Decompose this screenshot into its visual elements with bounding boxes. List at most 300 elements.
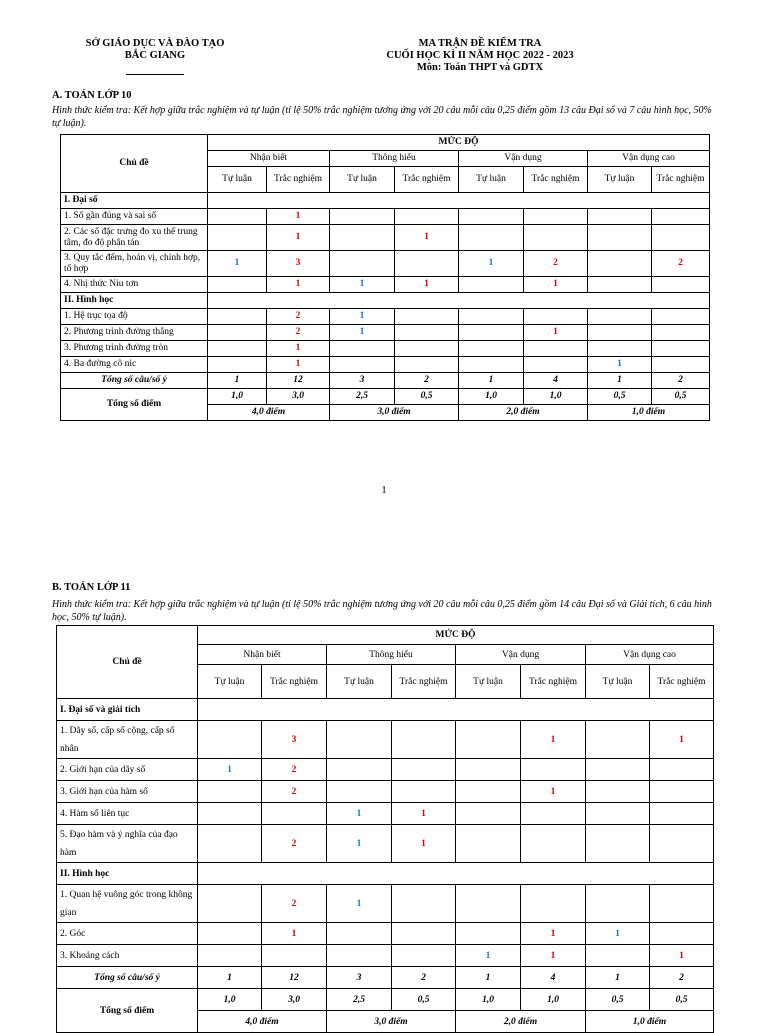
section-b-title: B. TOÁN LỚP 11 <box>52 582 131 593</box>
count-value: 1 <box>550 734 556 745</box>
level-points-value: 4,0 điểm <box>198 1011 327 1033</box>
mc-count-cell <box>262 759 327 781</box>
mc-count-cell <box>392 781 456 803</box>
topic-row <box>61 309 710 325</box>
mc-count-cell <box>395 325 459 341</box>
topic-label: 1. Quan hệ vuông góc trong không gian <box>57 885 198 923</box>
essay-count-cell <box>588 309 652 325</box>
mc-count-cell <box>524 209 588 225</box>
total-points-value: 0,5 <box>392 989 456 1011</box>
essay-count-cell <box>327 825 392 863</box>
total-points-value: 3,0 <box>262 989 327 1011</box>
topic-row <box>57 885 714 923</box>
total-questions-value: 2 <box>650 967 714 989</box>
essay-count-cell <box>588 251 652 277</box>
document-header <box>350 38 610 74</box>
topic-group-label: II. Hình học <box>57 863 198 885</box>
count-value: 1 <box>488 258 494 268</box>
count-value: 1 <box>291 928 297 939</box>
total-questions-value: 4 <box>524 373 588 389</box>
count-value: 1 <box>295 211 301 221</box>
mc-count-cell <box>650 945 714 967</box>
essay-count-cell <box>330 325 395 341</box>
count-value: 1 <box>295 359 301 369</box>
essay-count-cell <box>588 209 652 225</box>
essay-count-cell <box>459 209 524 225</box>
mc-count-cell <box>392 923 456 945</box>
essay-count-cell <box>456 781 521 803</box>
essay-count-cell <box>586 803 650 825</box>
count-value: 2 <box>291 838 297 849</box>
topic-label: 3. Khoảng cách <box>57 945 198 967</box>
mc-count-cell <box>262 885 327 923</box>
mc-count-cell <box>392 803 456 825</box>
matrix-table-grade-10 <box>60 134 710 421</box>
topic-column-header: Chủ đề <box>57 626 198 699</box>
essay-count-cell <box>456 721 521 759</box>
mc-count-cell <box>262 923 327 945</box>
mc-count-cell <box>652 209 710 225</box>
mc-count-cell <box>392 759 456 781</box>
mc-count-cell <box>650 781 714 803</box>
essay-count-cell <box>588 277 652 293</box>
topic-group-spacer <box>208 193 710 209</box>
level-points-value: 2,0 điểm <box>456 1011 586 1033</box>
topic-row <box>61 225 710 251</box>
level-header: Vận dụng cao <box>586 645 714 665</box>
level-header: Thông hiểu <box>330 151 459 167</box>
level-header: Vận dụng <box>456 645 586 665</box>
topic-group-label: II. Hình học <box>61 293 208 309</box>
essay-count-cell <box>198 803 262 825</box>
total-questions-value: 3 <box>327 967 392 989</box>
count-value: 2 <box>295 311 301 321</box>
topic-row <box>57 721 714 759</box>
mc-count-cell <box>262 721 327 759</box>
essay-count-cell <box>459 251 524 277</box>
topic-label: 2. Phương trình đường thẳng <box>61 325 208 341</box>
topic-group-spacer <box>208 293 710 309</box>
topic-group-label: I. Đại số và giải tích <box>57 699 198 721</box>
essay-count-cell <box>208 325 267 341</box>
mc-count-cell <box>652 341 710 357</box>
topic-label: 4. Hàm số liên tục <box>57 803 198 825</box>
count-value: 2 <box>553 258 558 268</box>
level-points-value: 4,0 điểm <box>208 405 330 421</box>
topic-label: 2. Giới hạn của dãy số <box>57 759 198 781</box>
topic-row <box>57 825 714 863</box>
total-questions-value: 1 <box>456 967 521 989</box>
header-row <box>61 135 710 151</box>
mc-count-cell <box>267 357 330 373</box>
mc-count-cell <box>521 885 586 923</box>
level-header: Nhận biết <box>208 151 330 167</box>
mc-count-cell <box>521 759 586 781</box>
mc-count-cell <box>267 325 330 341</box>
essay-count-cell <box>198 923 262 945</box>
essay-count-cell <box>330 309 395 325</box>
mc-count-cell <box>262 945 327 967</box>
essay-count-cell <box>208 209 267 225</box>
topic-group-label: I. Đại số <box>61 193 208 209</box>
essay-count-cell <box>459 309 524 325</box>
count-value: 2 <box>291 764 297 775</box>
total-questions-value: 4 <box>521 967 586 989</box>
section-a-title: A. TOÁN LỚP 10 <box>52 90 132 101</box>
count-value: 1 <box>295 232 301 242</box>
essay-count-cell <box>198 825 262 863</box>
essay-count-cell <box>459 225 524 251</box>
essay-count-cell <box>198 781 262 803</box>
mc-count-cell <box>524 341 588 357</box>
level-points-value: 1,0 điểm <box>588 405 710 421</box>
level-group-header: MỨC ĐỘ <box>198 626 714 645</box>
count-value: 1 <box>295 279 301 289</box>
total-points-value: 1,0 <box>459 389 524 405</box>
topic-row <box>61 277 710 293</box>
essay-count-cell <box>459 325 524 341</box>
header-divider <box>126 74 184 75</box>
mc-count-cell <box>650 721 714 759</box>
essay-header: Tự luận <box>208 167 267 193</box>
topic-label: 1. Hệ trục tọa độ <box>61 309 208 325</box>
matrix-table-grade-11 <box>56 625 714 1033</box>
province-name: BẮC GIANG <box>124 50 186 61</box>
mc-count-cell <box>392 825 456 863</box>
document-title: MA TRẬN ĐỀ KIỂM TRA <box>418 38 542 49</box>
level-points-value: 2,0 điểm <box>459 405 588 421</box>
essay-header: Tự luận <box>456 665 521 699</box>
count-value: 2 <box>291 898 297 909</box>
topic-row <box>61 209 710 225</box>
mc-count-cell <box>524 325 588 341</box>
total-questions-value: 1 <box>588 373 652 389</box>
mc-count-cell <box>395 309 459 325</box>
essay-count-cell <box>198 885 262 923</box>
count-value: 1 <box>356 898 362 909</box>
count-value: 1 <box>550 950 556 961</box>
count-value: 1 <box>234 258 240 268</box>
count-value: 1 <box>550 786 556 797</box>
mc-count-cell <box>524 251 588 277</box>
count-value: 1 <box>421 808 426 819</box>
essay-count-cell <box>330 341 395 357</box>
total-questions-label: Tổng số câu/số ý <box>61 373 208 389</box>
total-points-value: 0,5 <box>650 989 714 1011</box>
total-questions-value: 1 <box>586 967 650 989</box>
essay-count-cell <box>327 945 392 967</box>
total-questions-value: 12 <box>267 373 330 389</box>
multiple-choice-header: Trắc nghiệm <box>395 167 459 193</box>
count-value: 1 <box>679 734 684 745</box>
topic-label: 3. Phương trình đường tròn <box>61 341 208 357</box>
department-name: SỞ GIÁO DỤC VÀ ĐÀO TẠO <box>85 38 225 49</box>
essay-count-cell <box>198 945 262 967</box>
topic-row <box>57 803 714 825</box>
topic-row <box>57 923 714 945</box>
total-points-value: 0,5 <box>395 389 459 405</box>
count-value: 1 <box>550 928 556 939</box>
count-value: 3 <box>295 258 301 268</box>
mc-count-cell <box>262 781 327 803</box>
total-questions-value: 3 <box>330 373 395 389</box>
total-points-label: Tổng số điểm <box>57 989 198 1033</box>
total-points-row <box>61 389 710 405</box>
total-questions-value: 2 <box>392 967 456 989</box>
essay-count-cell <box>456 803 521 825</box>
essay-header: Tự luận <box>588 167 652 193</box>
count-value: 1 <box>227 764 232 775</box>
count-value: 3 <box>291 734 297 745</box>
topic-row <box>61 341 710 357</box>
section-b-description: Hình thức kiểm tra: Kết hợp giữa trắc nghiệm và tự luận (tỉ lệ 50% trắc nghiệm tương ứng với 20 câu mỗi câu 0,25 điểm gồm 14 câu Đại số và Giải tích, 6 câu hình học, 50% tự luận). <box>52 599 712 623</box>
total-points-value: 1,0 <box>198 989 262 1011</box>
essay-count-cell <box>456 885 521 923</box>
count-value: 1 <box>617 359 622 369</box>
topic-row <box>57 781 714 803</box>
total-points-value: 0,5 <box>652 389 710 405</box>
mc-count-cell <box>652 277 710 293</box>
level-header: Vận dụng cao <box>588 151 710 167</box>
total-points-value: 0,5 <box>586 989 650 1011</box>
mc-count-cell <box>267 251 330 277</box>
topic-group-spacer <box>198 863 714 885</box>
essay-count-cell <box>586 759 650 781</box>
essay-header: Tự luận <box>330 167 395 193</box>
level-points-value: 1,0 điểm <box>586 1011 714 1033</box>
essay-count-cell <box>456 923 521 945</box>
essay-count-cell <box>208 341 267 357</box>
essay-count-cell <box>327 781 392 803</box>
essay-count-cell <box>586 825 650 863</box>
essay-count-cell <box>330 209 395 225</box>
count-value: 1 <box>485 950 491 961</box>
essay-count-cell <box>327 923 392 945</box>
level-group-header: MỨC ĐỘ <box>208 135 710 151</box>
essay-count-cell <box>198 721 262 759</box>
department-header <box>70 38 240 75</box>
essay-count-cell <box>198 759 262 781</box>
mc-count-cell <box>650 923 714 945</box>
count-value: 1 <box>421 838 426 849</box>
level-header: Thông hiểu <box>327 645 456 665</box>
multiple-choice-header: Trắc nghiệm <box>521 665 586 699</box>
essay-count-cell <box>588 325 652 341</box>
essay-count-cell <box>588 357 652 373</box>
topic-group-spacer <box>198 699 714 721</box>
mc-count-cell <box>652 357 710 373</box>
total-points-value: 2,5 <box>330 389 395 405</box>
essay-count-cell <box>208 277 267 293</box>
essay-count-cell <box>586 945 650 967</box>
count-value: 2 <box>291 786 297 797</box>
total-questions-row <box>61 373 710 389</box>
essay-count-cell <box>208 357 267 373</box>
topic-row <box>61 357 710 373</box>
topic-label: 2. Góc <box>57 923 198 945</box>
essay-header: Tự luận <box>459 167 524 193</box>
mc-count-cell <box>262 825 327 863</box>
topic-row <box>57 945 714 967</box>
level-points-value: 3,0 điểm <box>330 405 459 421</box>
total-questions-value: 1 <box>459 373 524 389</box>
topic-row <box>57 759 714 781</box>
total-points-value: 3,0 <box>267 389 330 405</box>
mc-count-cell <box>521 781 586 803</box>
essay-header: Tự luận <box>586 665 650 699</box>
section-a-description: Hình thức kiểm tra: Kết hợp giữa trắc nghiệm và tự luận (tỉ lệ 50% trắc nghiệm tương ứng với 20 câu mỗi câu 0,25 điểm gồm 13 câu Đại số và 7 câu hình học, 50% tự luận). <box>52 105 712 129</box>
mc-count-cell <box>650 803 714 825</box>
count-value: 1 <box>424 232 429 242</box>
mc-count-cell <box>267 309 330 325</box>
essay-count-cell <box>459 357 524 373</box>
total-points-value: 1,0 <box>456 989 521 1011</box>
essay-count-cell <box>586 885 650 923</box>
count-value: 1 <box>553 327 558 337</box>
exam-subject: Môn: Toán THPT và GDTX <box>416 62 544 73</box>
level-header: Nhận biết <box>198 645 327 665</box>
mc-count-cell <box>395 357 459 373</box>
mc-count-cell <box>521 945 586 967</box>
topic-label: 4. Ba đường cô nic <box>61 357 208 373</box>
mc-count-cell <box>267 341 330 357</box>
total-questions-value: 1 <box>198 967 262 989</box>
essay-count-cell <box>459 341 524 357</box>
total-points-row <box>57 989 714 1011</box>
topic-column-header: Chủ đề <box>61 135 208 193</box>
level-points-value: 3,0 điểm <box>327 1011 456 1033</box>
mc-count-cell <box>262 803 327 825</box>
mc-count-cell <box>392 885 456 923</box>
mc-count-cell <box>652 325 710 341</box>
mc-count-cell <box>521 803 586 825</box>
count-value: 1 <box>553 279 558 289</box>
essay-count-cell <box>586 781 650 803</box>
topic-group-row <box>61 293 710 309</box>
topic-group-row <box>57 699 714 721</box>
essay-header: Tự luận <box>327 665 392 699</box>
total-points-value: 0,5 <box>588 389 652 405</box>
mc-count-cell <box>521 923 586 945</box>
topic-label: 3. Quy tắc đếm, hoán vị, chỉnh hợp, tổ hợp <box>61 251 208 277</box>
total-questions-label: Tổng số câu/số ý <box>57 967 198 989</box>
mc-count-cell <box>395 277 459 293</box>
total-questions-value: 12 <box>262 967 327 989</box>
essay-count-cell <box>330 225 395 251</box>
count-value: 1 <box>356 838 362 849</box>
total-questions-value: 2 <box>395 373 459 389</box>
essay-count-cell <box>327 885 392 923</box>
mc-count-cell <box>524 225 588 251</box>
topic-label: 3. Giới hạn của hàm số <box>57 781 198 803</box>
mc-count-cell <box>267 225 330 251</box>
essay-count-cell <box>208 225 267 251</box>
mc-count-cell <box>267 277 330 293</box>
mc-count-cell <box>395 225 459 251</box>
essay-count-cell <box>456 759 521 781</box>
essay-header: Tự luận <box>198 665 262 699</box>
total-points-value: 1,0 <box>524 389 588 405</box>
essay-count-cell <box>456 945 521 967</box>
mc-count-cell <box>524 309 588 325</box>
multiple-choice-header: Trắc nghiệm <box>650 665 714 699</box>
essay-count-cell <box>588 341 652 357</box>
essay-count-cell <box>327 803 392 825</box>
count-value: 2 <box>678 258 683 268</box>
mc-count-cell <box>652 309 710 325</box>
multiple-choice-header: Trắc nghiệm <box>267 167 330 193</box>
mc-count-cell <box>395 341 459 357</box>
topic-group-row <box>57 863 714 885</box>
mc-count-cell <box>395 251 459 277</box>
essay-count-cell <box>327 721 392 759</box>
topic-label: 1. Dãy số, cấp số cộng, cấp số nhân <box>57 721 198 759</box>
count-value: 1 <box>359 311 365 321</box>
count-value: 1 <box>295 343 301 353</box>
total-points-label: Tổng số điểm <box>61 389 208 421</box>
mc-count-cell <box>650 825 714 863</box>
count-value: 1 <box>424 279 429 289</box>
essay-count-cell <box>586 923 650 945</box>
essay-count-cell <box>208 251 267 277</box>
essay-count-cell <box>586 721 650 759</box>
level-header: Vận dụng <box>459 151 588 167</box>
mc-count-cell <box>521 721 586 759</box>
topic-label: 5. Đạo hàm và ý nghĩa của đạo hàm <box>57 825 198 863</box>
topic-row <box>61 251 710 277</box>
essay-count-cell <box>208 309 267 325</box>
total-points-value: 2,5 <box>327 989 392 1011</box>
mc-count-cell <box>395 209 459 225</box>
essay-count-cell <box>459 277 524 293</box>
essay-count-cell <box>330 357 395 373</box>
total-questions-row <box>57 967 714 989</box>
topic-label: 2. Các số đặc trưng đo xu thế trung tâm, đo độ phân tán <box>61 225 208 251</box>
count-value: 1 <box>615 928 620 939</box>
mc-count-cell <box>650 885 714 923</box>
exam-term: CUỐI HỌC KÌ II NĂM HỌC 2022 - 2023 <box>386 50 574 61</box>
mc-count-cell <box>524 357 588 373</box>
page-number: 1 <box>381 484 387 496</box>
essay-count-cell <box>330 251 395 277</box>
essay-count-cell <box>327 759 392 781</box>
topic-row <box>61 325 710 341</box>
header-row <box>57 626 714 645</box>
count-value: 1 <box>356 808 362 819</box>
mc-count-cell <box>521 825 586 863</box>
multiple-choice-header: Trắc nghiệm <box>524 167 588 193</box>
count-value: 1 <box>359 327 365 337</box>
mc-count-cell <box>650 759 714 781</box>
essay-count-cell <box>588 225 652 251</box>
count-value: 2 <box>295 327 301 337</box>
topic-group-row <box>61 193 710 209</box>
total-points-value: 1,0 <box>521 989 586 1011</box>
total-questions-value: 1 <box>208 373 267 389</box>
total-points-value: 1,0 <box>208 389 267 405</box>
topic-label: 4. Nhị thức Niu tơn <box>61 277 208 293</box>
essay-count-cell <box>330 277 395 293</box>
multiple-choice-header: Trắc nghiệm <box>392 665 456 699</box>
mc-count-cell <box>524 277 588 293</box>
mc-count-cell <box>652 251 710 277</box>
mc-count-cell <box>392 721 456 759</box>
mc-count-cell <box>652 225 710 251</box>
mc-count-cell <box>392 945 456 967</box>
count-value: 1 <box>359 279 365 289</box>
essay-count-cell <box>456 825 521 863</box>
topic-label: 1. Số gần đúng và sai số <box>61 209 208 225</box>
